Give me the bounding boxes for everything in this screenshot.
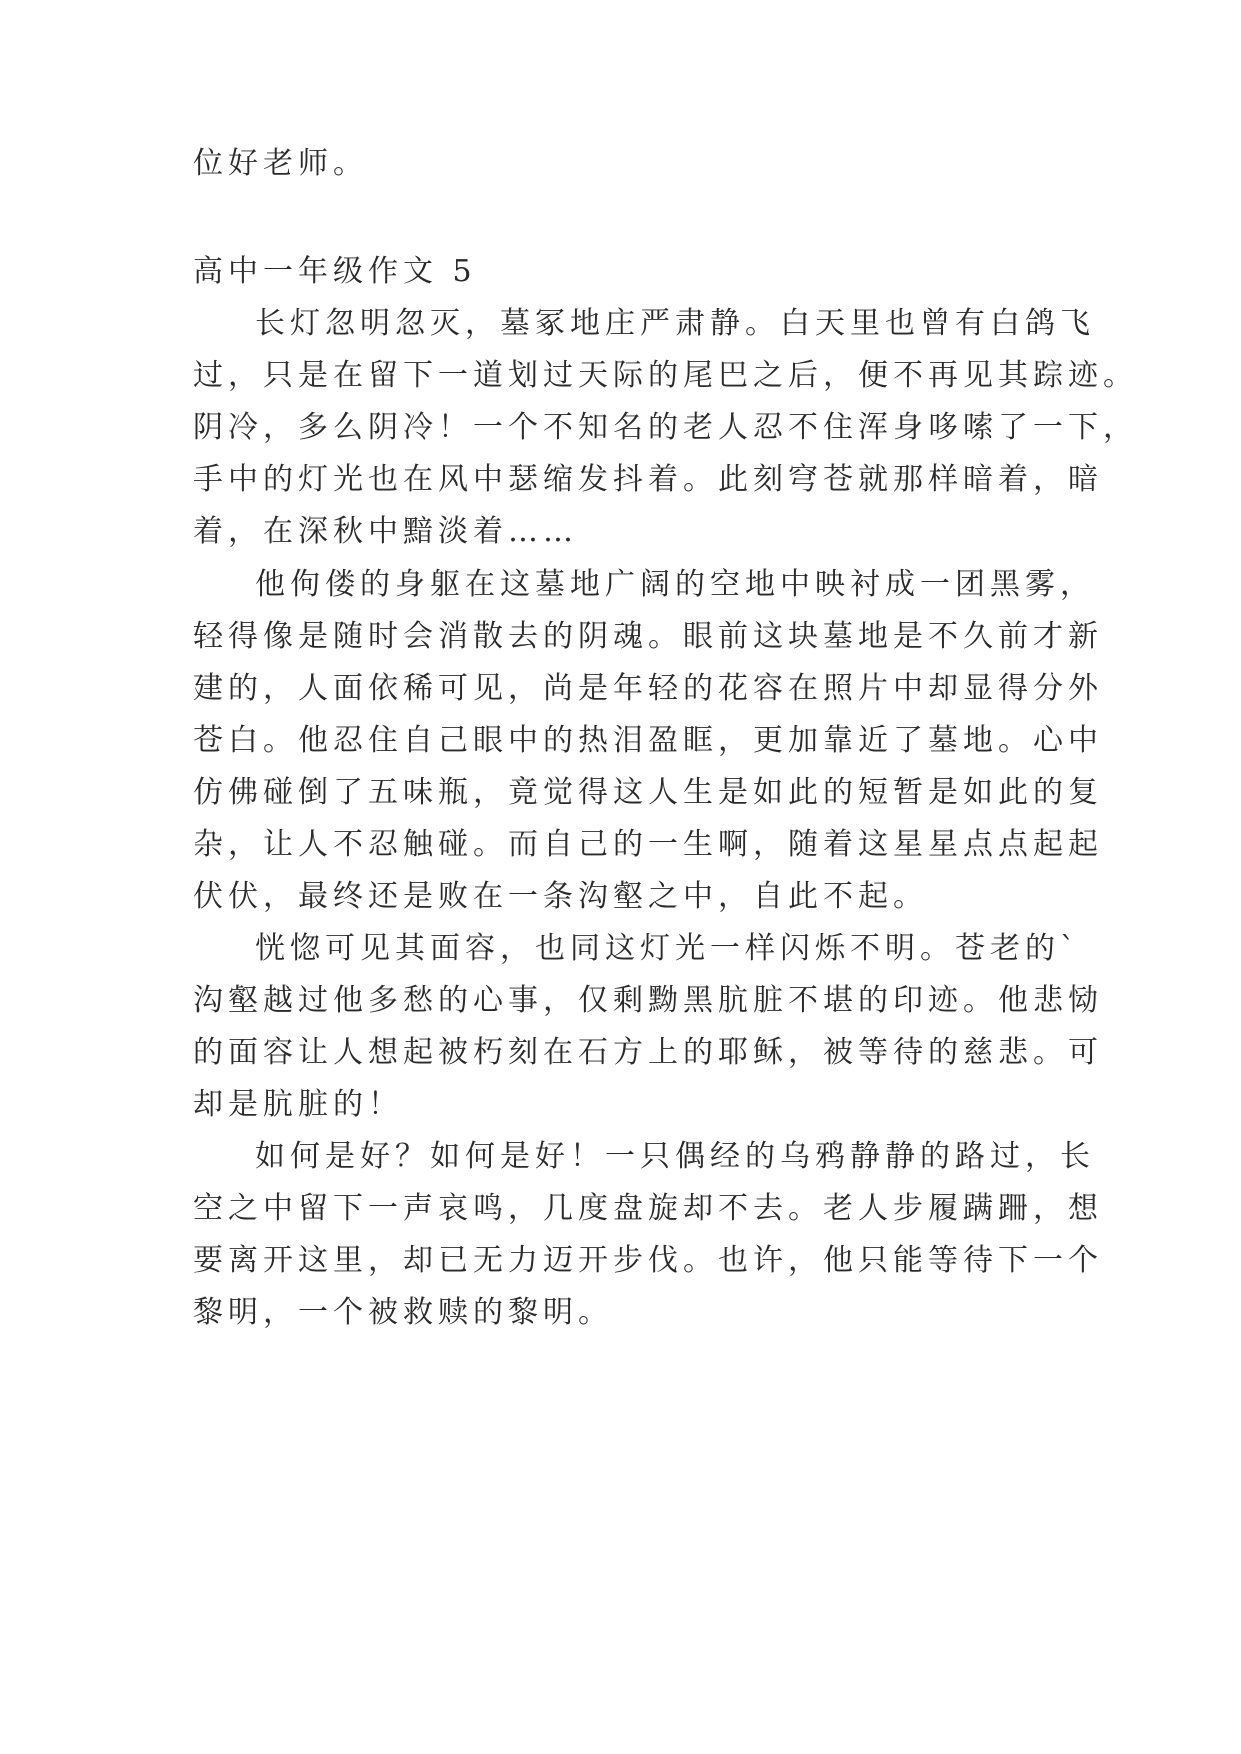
paragraph-line: 恍惚可见其面容，也同这灯光一样闪烁不明。苍老的` [255, 931, 1080, 966]
paragraph-line: 着，在深秋中黯淡着…… [193, 514, 578, 549]
paragraph-line: 杂，让人不忍触碰。而自己的一生啊，随着这星星点点起起 [193, 827, 1103, 862]
paragraph-line: 长灯忽明忽灭，墓冢地庄严肃静。白天里也曾有白鸽飞 [255, 306, 1095, 341]
paragraph-line: 他佝偻的身躯在这墓地广阔的空地中映衬成一团黑雾， [255, 567, 1095, 602]
essay-title: 高中一年级作文 5 [193, 254, 477, 289]
paragraph-line: 建的，人面依稀可见，尚是年轻的花容在照片中却显得分外 [193, 671, 1103, 706]
paragraph-line: 沟壑越过他多愁的心事，仅剩黝黑肮脏不堪的印迹。他悲恸 [193, 983, 1103, 1018]
paragraph-line: 空之中留下一声哀鸣，几度盘旋却不去。老人步履蹒跚，想 [193, 1191, 1103, 1226]
previous-paragraph-tail: 位好老师。 [193, 146, 368, 181]
paragraph-line: 伏伏，最终还是败在一条沟壑之中，自此不起。 [193, 879, 928, 914]
paragraph-line: 黎明，一个被救赎的黎明。 [193, 1295, 613, 1330]
paragraph-line: 却是肮脏的！ [193, 1087, 403, 1122]
paragraph-line: 轻得像是随时会消散去的阴魂。眼前这块墓地是不久前才新 [193, 619, 1103, 654]
paragraph-line: 要离开这里，却已无力迈开步伐。也许，他只能等待下一个 [193, 1243, 1103, 1278]
paragraph-line: 如何是好？如何是好！一只偶经的乌鸦静静的路过，长 [255, 1139, 1095, 1174]
paragraph-line: 仿佛碰倒了五味瓶，竟觉得这人生是如此的短暂是如此的复 [193, 775, 1103, 810]
paragraph-line: 的面容让人想起被朽刻在石方上的耶稣，被等待的慈悲。可 [193, 1035, 1103, 1070]
paragraph-line: 手中的灯光也在风中瑟缩发抖着。此刻穹苍就那样暗着，暗 [193, 462, 1103, 497]
paragraph-line: 苍白。他忍住自己眼中的热泪盈眶，更加靠近了墓地。心中 [193, 723, 1103, 758]
paragraph-line: 过，只是在留下一道划过天际的尾巴之后，便不再见其踪迹。 [193, 358, 1138, 393]
paragraph-line: 阴冷，多么阴冷！一个不知名的老人忍不住浑身哆嗦了一下， [193, 410, 1138, 445]
